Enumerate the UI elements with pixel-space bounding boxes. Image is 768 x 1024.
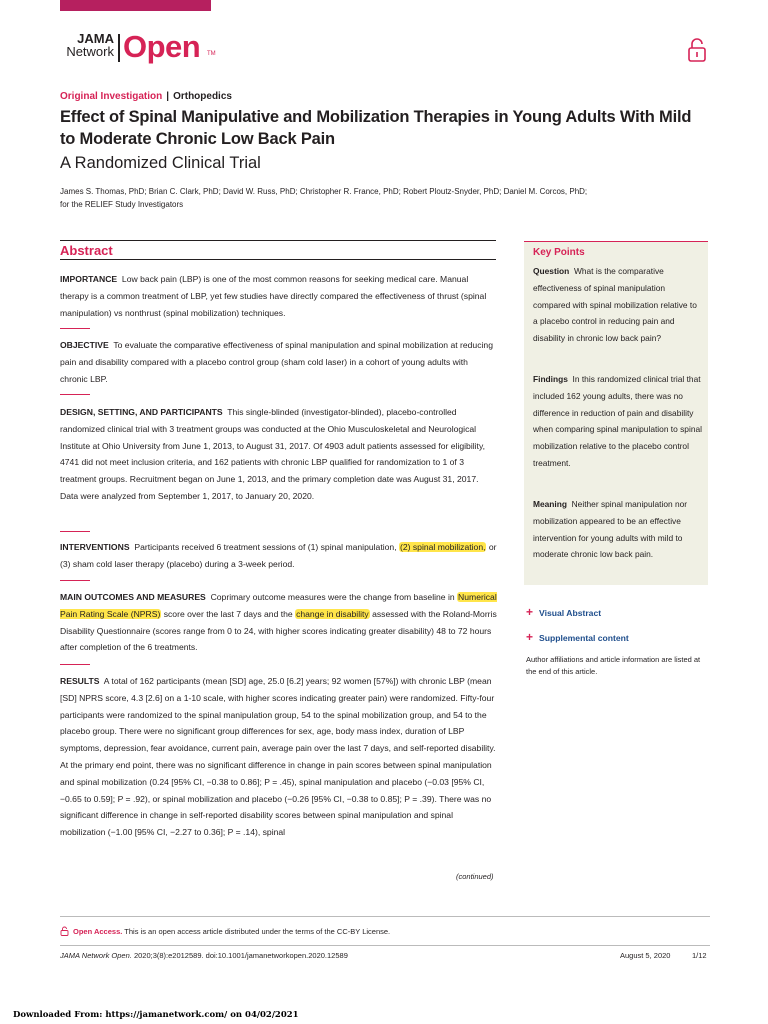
journal-name: JAMA Network Open.: [60, 951, 132, 960]
category-label[interactable]: Original Investigation: [60, 91, 163, 102]
interventions-text-b: or (3) sham cold laser therapy (placebo) during a 3-week period.: [60, 542, 497, 569]
section-divider: [60, 664, 90, 665]
outcomes-text-b: score over the last 7 days and the: [163, 608, 293, 619]
footer-rule: [60, 916, 710, 917]
highlighted-text: change in disability: [296, 608, 369, 619]
abstract-heading-rule: [60, 259, 496, 260]
open-access-notice: [60, 926, 390, 936]
abstract-design: [60, 404, 497, 505]
highlighted-text: (2) spinal mobilization,: [399, 542, 486, 552]
continued-note: (continued): [456, 872, 494, 881]
results-label: RESULTS: [60, 676, 100, 686]
article-category: [60, 91, 232, 102]
supplemental-content-label: Supplemental content: [539, 633, 629, 643]
abstract-top-rule: [60, 240, 496, 241]
key-points-question: [533, 263, 703, 347]
logo-network: Network: [66, 44, 114, 59]
abstract-heading: Abstract: [60, 243, 113, 258]
abstract-objective: [60, 337, 497, 387]
publication-date: August 5, 2020: [620, 951, 671, 960]
supplemental-content-link[interactable]: [526, 630, 629, 644]
design-label: DESIGN, SETTING, AND PARTICIPANTS: [60, 407, 223, 417]
open-access-icon: [60, 926, 69, 936]
importance-text: Low back pain (LBP) is one of the most common reasons for seeking medical care. Manual therapy is a common treatment of LBP, yet few studies have directly compared the effectiveness of thrust (spinal manipulation) vs nonthrust (spinal mobilization) techniques.: [60, 274, 487, 318]
page-number: 1/12: [692, 951, 707, 960]
outcomes-text-a: Coprimary outcome measures were the change from baseline in: [210, 592, 455, 602]
logo-jama: JAMA: [77, 31, 114, 46]
interventions-label: INTERVENTIONS: [60, 542, 130, 552]
findings-label: Findings: [533, 374, 568, 384]
design-text: This single-blinded (investigator-blinded), placebo-controlled randomized clinical trial with 3 treatment groups was conducted at the Ohio Musculoskeletal and Neurological Institute at Ohio University from June 1, 2013, to August 31, 2017. Of 4903 adult patients assessed for eligibility, 4741 did not meet inclusion criteria, and 162 patients with chronic LBP qualified for randomization to 1 of 3 treatment groups. Recruitment began on June 1, 2013, and the primary completion date was August 31, 2017. Data were analyzed from September 1, 2017, to January 20, 2020.: [60, 407, 485, 501]
authors-line-1: James S. Thomas, PhD; Brian C. Clark, PhD; David W. Russ, PhD; Christopher R. France, PhD; Robert Ploutz-Snyder, PhD; Daniel M. Corcos, PhD;: [60, 187, 588, 196]
meaning-label: Meaning: [533, 499, 567, 509]
author-list: [60, 185, 720, 211]
plus-icon: +: [526, 605, 534, 619]
footer-rule: [60, 945, 710, 946]
section-divider: [60, 531, 90, 532]
article-subtitle: A Randomized Clinical Trial: [60, 154, 261, 172]
abstract-outcomes: [60, 589, 497, 656]
objective-label: OBJECTIVE: [60, 340, 109, 350]
key-points-meaning: [533, 496, 703, 563]
open-access-text: This is an open access article distributed under the terms of the CC-BY License.: [124, 927, 391, 936]
download-stamp: Downloaded From: https://jamanetwork.com/ on 04/02/2021: [13, 1010, 299, 1020]
subcategory-label[interactable]: Orthopedics: [173, 91, 232, 102]
results-text: A total of 162 participants (mean [SD] age, 25.0 [6.2] years; 92 women [57%]) with chronic LBP (mean [SD] NPRS score, 4.3 [2.6] on a 1-10 scale, with higher scores indicating greater pain) were randomized. Fifty-four participants were randomized to the spinal manipulation group, 54 to the spinal mobilization group, and 54 to the placebo group. There were no significant group differences for sex, age, body mass index, duration of LBP symptoms, depression, fear avoidance, current pain, average pain over the last 7 days, and self-reported disability. At the primary end point, there was no significant difference in change in pain scores between spinal manipulation and spinal mobilization (0.24 [95% CI, −0.38 to 0.86]; P = .45), spinal manipulation and placebo (−0.03 [95% CI, −0.65 to 0.59]; P = .92), or spinal mobilization and placebo (−0.26 [95% CI, −0.38 to 0.85]; P = .39). There was no significant difference in change in self-reported disability scores between spinal manipulation and spinal mobilization (−1.00 [95% CI, −2.27 to 0.36]; P = .14), spinal: [60, 676, 496, 838]
outcomes-text-c: assessed with the Roland-Morris Disability Questionnaire (scores range from 0 to 24, with higher scores indicating greater disability) 48 to 72 hours after completion of the 6 treatments.: [60, 608, 497, 653]
importance-label: IMPORTANCE: [60, 274, 118, 284]
visual-abstract-label: Visual Abstract: [539, 608, 602, 618]
key-points-findings: [533, 371, 703, 472]
question-text: What is the comparative effectiveness of spinal manipulation compared with spinal mobilization relative to a placebo control in reducing pain and disability in chronic low back pain?: [533, 266, 697, 344]
open-lock-icon[interactable]: [686, 36, 708, 64]
logo-trademark: TM: [207, 51, 216, 57]
abstract-importance: [60, 271, 497, 321]
open-access-label[interactable]: Open Access.: [73, 927, 123, 936]
logo-open: Open: [123, 29, 201, 64]
interventions-text-a: Participants received 6 treatment sessions of (1) spinal manipulation,: [134, 542, 397, 552]
meaning-text: Neither spinal manipulation nor mobilization appeared to be an effective intervention for young adults with mild to moderate chronic low back pain.: [533, 499, 688, 560]
section-divider: [60, 394, 90, 395]
citation-line: [60, 951, 348, 960]
key-points-heading: Key Points: [533, 247, 585, 258]
highlighted-text: Numerical Pain Rating Scale (NPRS): [60, 592, 497, 619]
category-separator: |: [166, 91, 170, 102]
article-title: Effect of Spinal Manipulative and Mobilization Therapies in Young Adults With Mild to Moderate Chronic Low Back Pain: [60, 108, 692, 148]
visual-abstract-link[interactable]: [526, 605, 601, 619]
section-divider: [60, 580, 90, 581]
section-divider: [60, 328, 90, 329]
outcomes-label: MAIN OUTCOMES AND MEASURES: [60, 592, 206, 602]
affiliations-note: Author affiliations and article information are listed at the end of this article.: [526, 655, 701, 676]
plus-icon: +: [526, 630, 534, 644]
findings-text: In this randomized clinical trial that included 162 young adults, there was no difference in reduction of pain and disability when comparing spinal manipulation to spinal mobilization relative to the placebo control treatment.: [533, 374, 702, 468]
abstract-results: [60, 673, 497, 841]
brand-top-bar: [60, 0, 211, 11]
logo-divider: [118, 34, 120, 62]
question-label: Question: [533, 266, 570, 276]
abstract-interventions: [60, 539, 497, 573]
authors-line-2: for the RELIEF Study Investigators: [60, 200, 184, 209]
objective-text: To evaluate the comparative effectiveness of spinal manipulation and spinal mobilization at reducing pain and disability compared with a placebo control group (sham cold laser) in a cohort of young adults with chronic LBP.: [60, 340, 493, 384]
citation-text[interactable]: 2020;3(8):e2012589. doi:10.1001/jamanetworkopen.2020.12589: [133, 951, 348, 960]
